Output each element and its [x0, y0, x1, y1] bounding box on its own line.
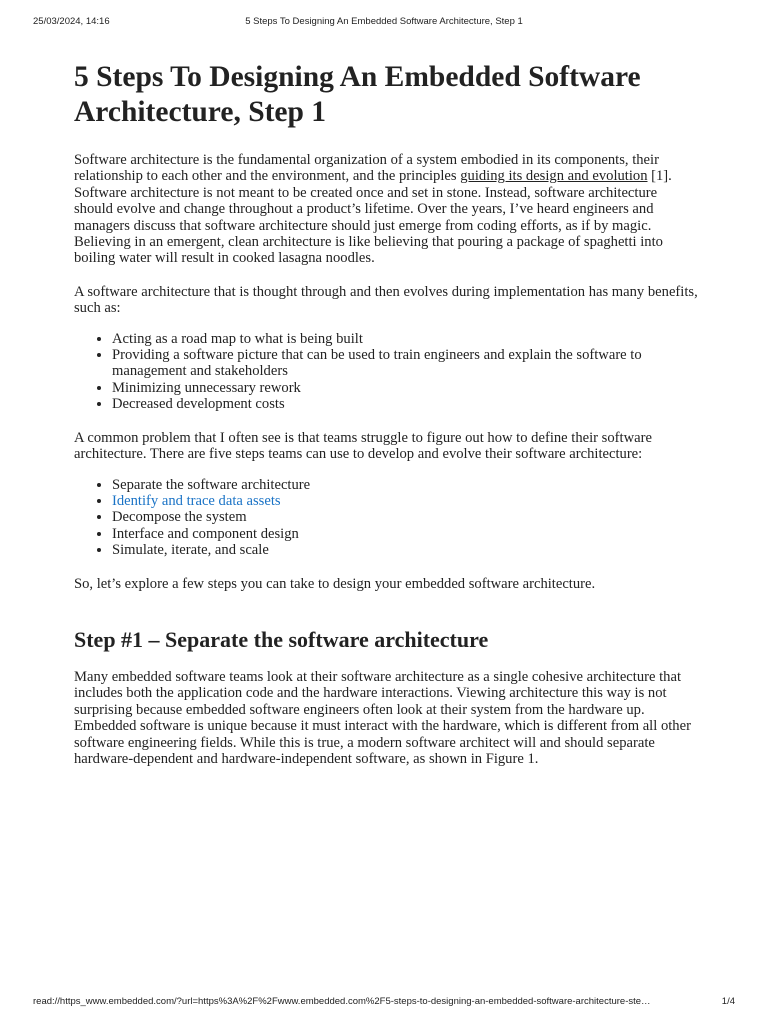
page-number: 1/4 [721, 996, 735, 1007]
list-item [112, 493, 698, 509]
list-item: • Acting as a road map to what is being built [112, 331, 698, 347]
list-item: • Decompose the system [112, 509, 698, 525]
list-item: • Minimizing unnecessary rework [112, 380, 698, 396]
article [74, 60, 698, 784]
benefits-intro: A software architecture that is thought through and then evolves during implementation has many benefits, such as: [74, 283, 698, 317]
intro-text-2: [1]. Software architecture is not meant to be created once and set in stone. Instead, software architecture should evolve and change throughout a product’s lifetime. Over the years, I’ve heard engineers and managers discuss that software architecture should just emerge from coding efforts, as if by magic. Believing in an emergent, clean architecture is like believing that pouring a package of spaghetti into boiling water will result in cooked lasagna noodles. [74, 168, 672, 267]
list-item: • Simulate, iterate, and scale [112, 542, 698, 558]
benefits-list [74, 331, 698, 413]
steps-list [74, 477, 698, 559]
intro-paragraph [74, 152, 698, 267]
print-footer [33, 996, 735, 1010]
print-url: read://https_www.embedded.com/?url=https%3A%2F%2Fwww.embedded.com%2F5-steps-to-designing-an-embedded-software-architecture-ste… [33, 996, 651, 1007]
article-title: 5 Steps To Designing An Embedded Software Architecture, Step 1 [74, 61, 641, 128]
intro-text-1: Software architecture is the fundamental organization of a system embodied in its components, their relationship to each other and the environment, and the principles [74, 152, 659, 185]
explore-paragraph: So, let’s explore a few steps you can take to design your embedded software architecture. [74, 575, 596, 592]
guiding-design-link[interactable]: guiding its design and evolution [460, 168, 648, 185]
print-page-title: 5 Steps To Designing An Embedded Software Architecture, Step 1 [245, 16, 523, 27]
list-item: • Separate the software architecture [112, 477, 698, 493]
identify-data-assets-link[interactable]: Identify and trace data assets [112, 492, 281, 509]
section-spacer [74, 609, 698, 627]
steps-intro: A common problem that I often see is that teams struggle to figure out how to define their software architecture. There are five steps teams can use to develop and evolve their software architecture: [74, 429, 652, 463]
step1-paragraph: Many embedded software teams look at their software architecture as a single cohesive architecture that includes both the application code and the hardware interactions. Viewing architecture this way is not surprising because embedded software engineers often look at their system from the hardware up. Embedded software is unique because it must interact with the hardware, which is different from all other software engineering fields. While this is true, a modern software architect will and should separate hardware-dependent and hardware-independent software, as shown in Figure 1. [74, 668, 691, 767]
print-date: 25/03/2024, 14:16 [33, 16, 110, 27]
list-item: • Interface and component design [112, 526, 698, 542]
print-header [33, 16, 735, 30]
list-item: • Decreased development costs [112, 396, 698, 412]
list-item: • Providing a software picture that can be used to train engineers and explain the software to management and stakeholders [112, 347, 698, 380]
step1-heading: Step #1 – Separate the software architecture [74, 626, 489, 652]
